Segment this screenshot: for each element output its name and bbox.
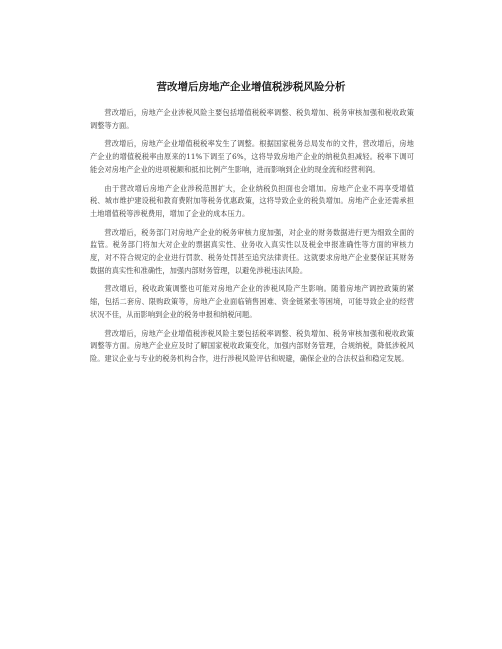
document-body bbox=[90, 107, 414, 372]
paragraph-2: 营改增后，房地产企业增值税税率发生了调整。根据国家税务总局发布的文件，营改增后，房地产企业的增值税税率由原来的11%下调至了6%，这将导致房地产企业的纳税负担减轻。税率下调可能会对房地产企业的进项税额和抵扣比例产生影响，进而影响到企业的现金流和经营利润。 bbox=[90, 139, 414, 174]
paragraph-6: 营改增后，房地产企业增值税涉税风险主要包括税率调整、税负增加、税务审核加强和税收政策调整等方面。房地产企业应及时了解国家税收政策变化，加强内部财务管理，合规纳税，降低涉税风险。建议企业与专业的税务机构合作，进行涉税风险评估和规避，确保企业的合法权益和稳定发展。 bbox=[90, 328, 414, 363]
paragraph-5: 营改增后，税收政策调整也可能对房地产企业的涉税风险产生影响。随着房地产调控政策的紧缩，包括二套房、限购政策等，房地产企业面临销售困难、资金链紧张等困境，可能导致企业的经营状况不佳，从而影响到企业的税务申报和纳税问题。 bbox=[90, 284, 414, 319]
paragraph-1: 营改增后，房地产企业涉税风险主要包括增值税税率调整、税负增加、税务审核加强和税收政策调整等方面。 bbox=[90, 108, 414, 130]
paragraph-4: 营改增后，税务部门对房地产企业的税务审核力度加强，对企业的财务数据进行更为细致全面的监管。税务部门将加大对企业的票据真实性、业务收入真实性以及税金申报准确性等方面的审核力度，对不符合规定的企业进行罚款、税务处罚甚至追究法律责任。这就要求房地产企业要保证其财务数据的真实性和准确性，加强内部财务管理，以避免涉税违法风险。 bbox=[90, 227, 414, 275]
document-title: 营改增后房地产企业增值税涉税风险分析 bbox=[156, 81, 346, 93]
paragraph-3: 由于营改增后房地产企业涉税范围扩大，企业纳税负担面也会增加。房地产企业不再享受增值税、城市维护建设税和教育费附加等税务优惠政策，这将导致企业的税负增加。房地产企业还需承担土地增值税等涉税费用，增加了企业的成本压力。 bbox=[90, 183, 414, 218]
